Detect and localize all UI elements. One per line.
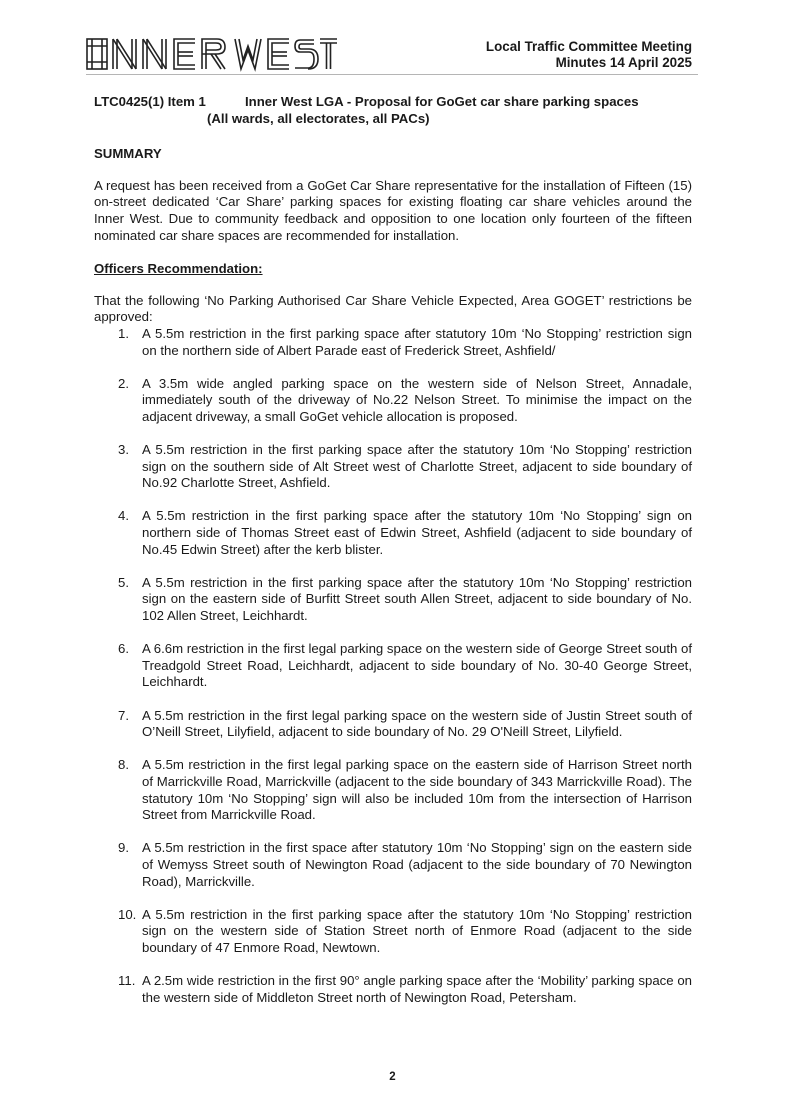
item-title: Inner West LGA - Proposal for GoGet car share parking spaces: [245, 94, 639, 109]
list-item-number: 7.: [118, 707, 129, 723]
list-item-number: 10.: [118, 906, 137, 922]
item-code: LTC0425(1) Item 1: [94, 94, 206, 109]
list-item-text: A 5.5m restriction in the first legal parking space on the eastern side of Harrison Street north of Marrickville Road, Marrickville (adjacent to the side boundary of 343 Marrickville Road). The statutory 10m ‘No Stopping’ sign will also be included 10m from the intersection of Harrison Street from Marrickville Road.: [142, 757, 692, 823]
list-item-number: 6.: [118, 641, 129, 657]
summary-text: A request has been received from a GoGet Car Share representative for the installation of Fifteen (15) on-street dedicated ‘Car Share’ parking spaces for existing floating car share vehicles around the Inner West. Due to community feedback and opposition to one location only fourteen of the fifteen nominated car share spaces are recommended for installation.: [94, 177, 692, 243]
recommendation-list: [94, 326, 692, 1006]
page-number: 2: [389, 1071, 396, 1083]
list-item-text: A 5.5m restriction in the first parking space after the statutory 10m ‘No Stopping’ restriction sign on the southern side of Alt Street west of Charlotte Street, adjacent to side boundary of No.92 Charlotte Street, Ashfield.: [142, 442, 692, 491]
list-item: [118, 973, 692, 1006]
header-divider: [86, 74, 698, 75]
list-item-text: A 5.5m restriction in the first space after statutory 10m ‘No Stopping’ sign on the eastern side of Wemyss Street south of Newington Road (adjacent to the side boundary of 70 Newington Road), Marrickville.: [142, 840, 692, 889]
list-item-number: 3.: [118, 442, 129, 458]
summary-heading: SUMMARY: [94, 146, 162, 162]
page-header: [0, 0, 785, 80]
list-item-text: A 5.5m restriction in the first parking space after the statutory 10m ‘No Stopping’ sign on northern side of Thomas Street east of Edwin Street, Ashfield (adjacent to side boundary of No.45 Edwin Street) after the kerb blister.: [142, 508, 692, 557]
list-item: [118, 326, 692, 359]
minutes-date: Minutes 14 April 2025: [555, 55, 692, 70]
list-item: [118, 641, 692, 691]
list-item-text: A 5.5m restriction in the first parking space after statutory 10m ‘No Stopping’ restriction sign on the northern side of Albert Parade east of Frederick Street, Ashfield/: [142, 325, 692, 358]
list-item: [118, 757, 692, 823]
list-item: [118, 840, 692, 890]
list-item-number: 5.: [118, 574, 129, 590]
list-item: [118, 376, 692, 426]
list-item-number: 8.: [118, 757, 129, 773]
document-body: [94, 94, 692, 1023]
recommendation-intro: That the following ‘No Parking Authorised Car Share Vehicle Expected, Area GOGET’ restrictions be approved:: [94, 292, 692, 325]
list-item-number: 4.: [118, 508, 129, 524]
header-meeting-info: [486, 39, 692, 71]
list-item-text: A 2.5m wide restriction in the first 90° angle parking space after the ‘Mobility’ parking space on the western side of Middleton Street north of Newington Road, Petersham.: [142, 973, 692, 1005]
list-item: [118, 907, 692, 957]
item-heading: [94, 94, 692, 111]
list-item-number: 2.: [118, 375, 129, 391]
list-item-text: A 5.5m restriction in the first legal parking space on the western side of Justin Street south of O’Neill Street, Lilyfield, adjacent to side boundary of No. 29 O'Neill Street, Lilyfield.: [142, 707, 692, 740]
list-item: [118, 442, 692, 492]
list-item-text: A 3.5m wide angled parking space on the western side of Nelson Street, Annadale, immediately south of the driveway of No.22 Nelson Street. To minimise the impact on the adjacent driveway, a small GoGet vehicle allocation is proposed.: [142, 375, 692, 424]
list-item-number: 11.: [118, 973, 136, 989]
list-item: [118, 708, 692, 741]
list-item-number: 9.: [118, 840, 129, 856]
recommendation-heading: Officers Recommendation:: [94, 261, 263, 277]
list-item-text: A 5.5m restriction in the first parking space after the statutory 10m ‘No Stopping’ restriction sign on the western side of Station Street north of Enmore Road (adjacent to the side boundary of 47 Enmore Road, Newtown.: [142, 906, 692, 955]
item-subtitle: (All wards, all electorates, all PACs): [207, 110, 430, 126]
list-item: [118, 575, 692, 625]
list-item-text: A 6.6m restriction in the first legal parking space on the western side of George Street south of Treadgold Street Road, Leichhardt, adjacent to side boundary of No. 30-40 George Street, Leichhardt.: [142, 641, 692, 690]
list-item-number: 1.: [118, 325, 129, 341]
inner-west-logo: [86, 36, 338, 72]
list-item-text: A 5.5m restriction in the first parking space after the statutory 10m ‘No Stopping’ restriction sign on the eastern side of Burfitt Street south Allen Street, adjacent to side boundary of No. 102 Allen Street, Leichhardt.: [142, 574, 692, 624]
meeting-title: Local Traffic Committee Meeting: [485, 39, 692, 54]
list-item: [118, 508, 692, 558]
